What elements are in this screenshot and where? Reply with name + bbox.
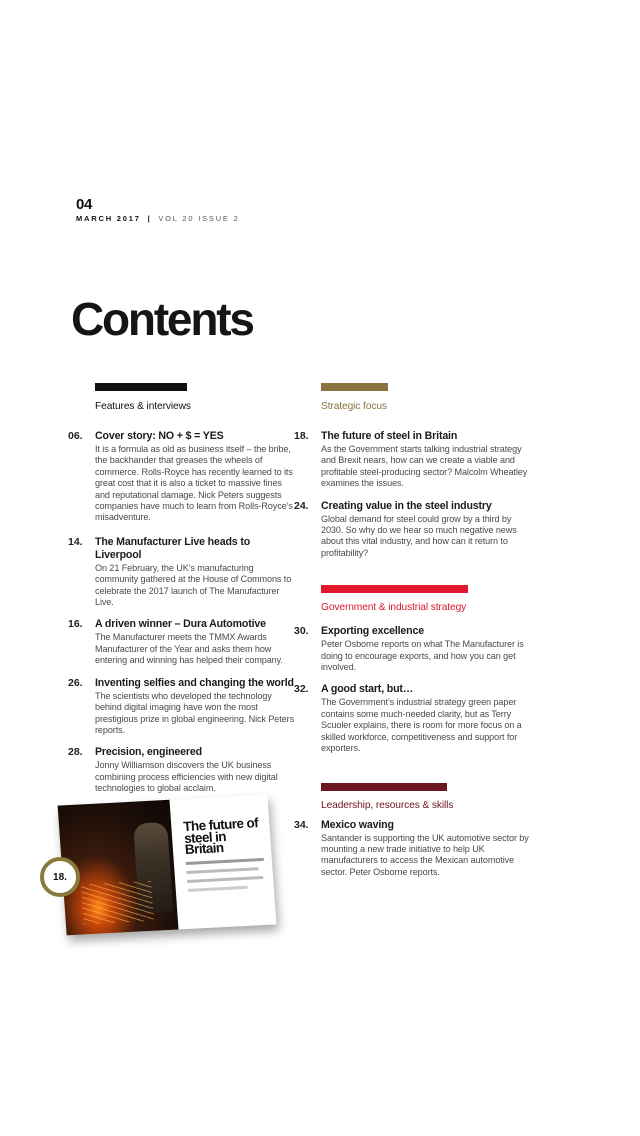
section-features bbox=[68, 383, 298, 795]
section-label-leadership: Leadership, resources & skills bbox=[321, 799, 454, 811]
section-government bbox=[294, 585, 534, 754]
entry-page-number: 30. bbox=[294, 625, 309, 638]
issue-volume: VOL 20 ISSUE 2 bbox=[158, 214, 240, 223]
spread-text-page bbox=[169, 795, 276, 930]
toc-entry[interactable] bbox=[68, 430, 298, 524]
entry-title: A good start, but… bbox=[321, 683, 414, 696]
entry-title: Exporting excellence bbox=[321, 625, 424, 638]
issue-separator: | bbox=[147, 214, 152, 223]
entry-description: Global demand for steel could grow by a third by 2030. So why do we hear so much negative news about this vital industry, and how can it return to profitability? bbox=[321, 513, 517, 558]
section-bar-strategic bbox=[321, 383, 388, 391]
entry-description: The Government’s industrial strategy green paper contains some much-needed clarity, but as Terry Scuoler explains, there is room for more focus on a skilled workforce, competitiveness and support for exporters. bbox=[321, 697, 522, 754]
section-label-strategic: Strategic focus bbox=[321, 401, 387, 412]
entry-page-number: 18. bbox=[294, 430, 309, 442]
feature-spread-thumbnail[interactable] bbox=[58, 795, 277, 936]
entry-page-number: 16. bbox=[68, 618, 83, 631]
issue-info bbox=[76, 214, 240, 223]
toc-entry[interactable] bbox=[294, 819, 534, 879]
toc-entry[interactable] bbox=[294, 430, 534, 490]
entry-page-number: 28. bbox=[68, 746, 83, 759]
entry-page-number: 34. bbox=[294, 818, 309, 831]
entry-description: Peter Osborne reports on what The Manufacturer is doing to encourage exports, and how you can get involved. bbox=[321, 639, 524, 673]
entry-description: Santander is supporting the UK automotive sector by mounting a new trade initiative to help UK manufacturers to access the Mexican automotive sector. Peter Osborne reports. bbox=[321, 832, 529, 877]
page-title: Contents bbox=[71, 293, 253, 345]
entry-page-number: 26. bbox=[68, 676, 83, 689]
issue-date: MARCH 2017 bbox=[76, 214, 141, 223]
toc-entry[interactable] bbox=[68, 618, 298, 666]
entry-title: The future of steel in Britain bbox=[321, 430, 458, 442]
spread-body-line bbox=[187, 875, 263, 882]
section-label-features: Features & interviews bbox=[95, 401, 191, 412]
entry-page-number: 32. bbox=[294, 683, 309, 696]
section-strategic bbox=[294, 383, 534, 559]
toc-entry[interactable] bbox=[68, 536, 298, 609]
section-label-government: Government & industrial strategy bbox=[321, 602, 467, 614]
entry-title: Inventing selfies and changing the world bbox=[95, 676, 294, 689]
toc-entry[interactable] bbox=[68, 677, 298, 737]
toc-entry[interactable] bbox=[68, 746, 298, 794]
page-number: 04 bbox=[76, 196, 93, 213]
entry-description: Jonny Williamson discovers the UK business combining process efficiencies with new digital technologies to global acclaim. bbox=[95, 760, 278, 794]
entry-title: Creating value in the steel industry bbox=[321, 499, 492, 512]
entry-page-number: 14. bbox=[68, 535, 83, 548]
entry-title: Mexico waving bbox=[321, 818, 394, 831]
entry-description: The Manufacturer meets the TMMX Awards Manufacturer of the Year and asks them how entering and winning has helped their company. bbox=[95, 632, 283, 666]
spread-body-line bbox=[186, 857, 264, 864]
section-leadership bbox=[294, 783, 534, 879]
section-bar-features bbox=[95, 383, 187, 391]
toc-entry[interactable] bbox=[294, 500, 534, 560]
entry-page-number: 24. bbox=[294, 499, 309, 512]
entry-title: Cover story: NO + $ = YES bbox=[95, 430, 224, 442]
spread-headline: The future of steel in Britain bbox=[182, 815, 259, 858]
entry-title: The Manufacturer Live heads to Liverpool bbox=[95, 535, 251, 561]
toc-entry[interactable] bbox=[294, 683, 534, 754]
entry-description: On 21 February, the UK’s manufacturing community gathered at the House of Commons to celebrate the 2017 launch of The Manufacturer Live. bbox=[95, 562, 292, 608]
entry-description: As the Government starts talking industrial strategy and Brexit nears, how can we create a viable and profitable steel-producing sector? Malcolm Wheatley examines the issues. bbox=[321, 444, 528, 489]
left-column bbox=[68, 383, 298, 795]
section-bar-leadership bbox=[321, 783, 447, 791]
entry-description: The scientists who developed the technology behind digital imaging have won the most prestigious prize in global engineering. Nick Peters reports. bbox=[95, 690, 295, 735]
toc-entry[interactable] bbox=[294, 625, 534, 673]
right-column bbox=[294, 383, 534, 878]
sparks bbox=[81, 881, 154, 925]
section-bar-government bbox=[321, 585, 468, 593]
entry-page-number: 06. bbox=[68, 430, 83, 442]
entry-description: It is a formula as old as business itself – the bribe, the backhander that greases the wheels of commerce. Rolls-Royce has recently learned to its great cost that it is also a ticket to massive fines and reputational damage. Nick Peters suggests companies have much to learn from Rolls-Royce’s misadventure. bbox=[95, 444, 293, 523]
entry-title: Precision, engineered bbox=[95, 746, 202, 759]
entry-title: A driven winner – Dura Automotive bbox=[95, 618, 266, 631]
page-badge[interactable]: 18. bbox=[40, 857, 80, 897]
spread-body-line bbox=[186, 867, 258, 874]
spread-body-line bbox=[188, 885, 248, 891]
